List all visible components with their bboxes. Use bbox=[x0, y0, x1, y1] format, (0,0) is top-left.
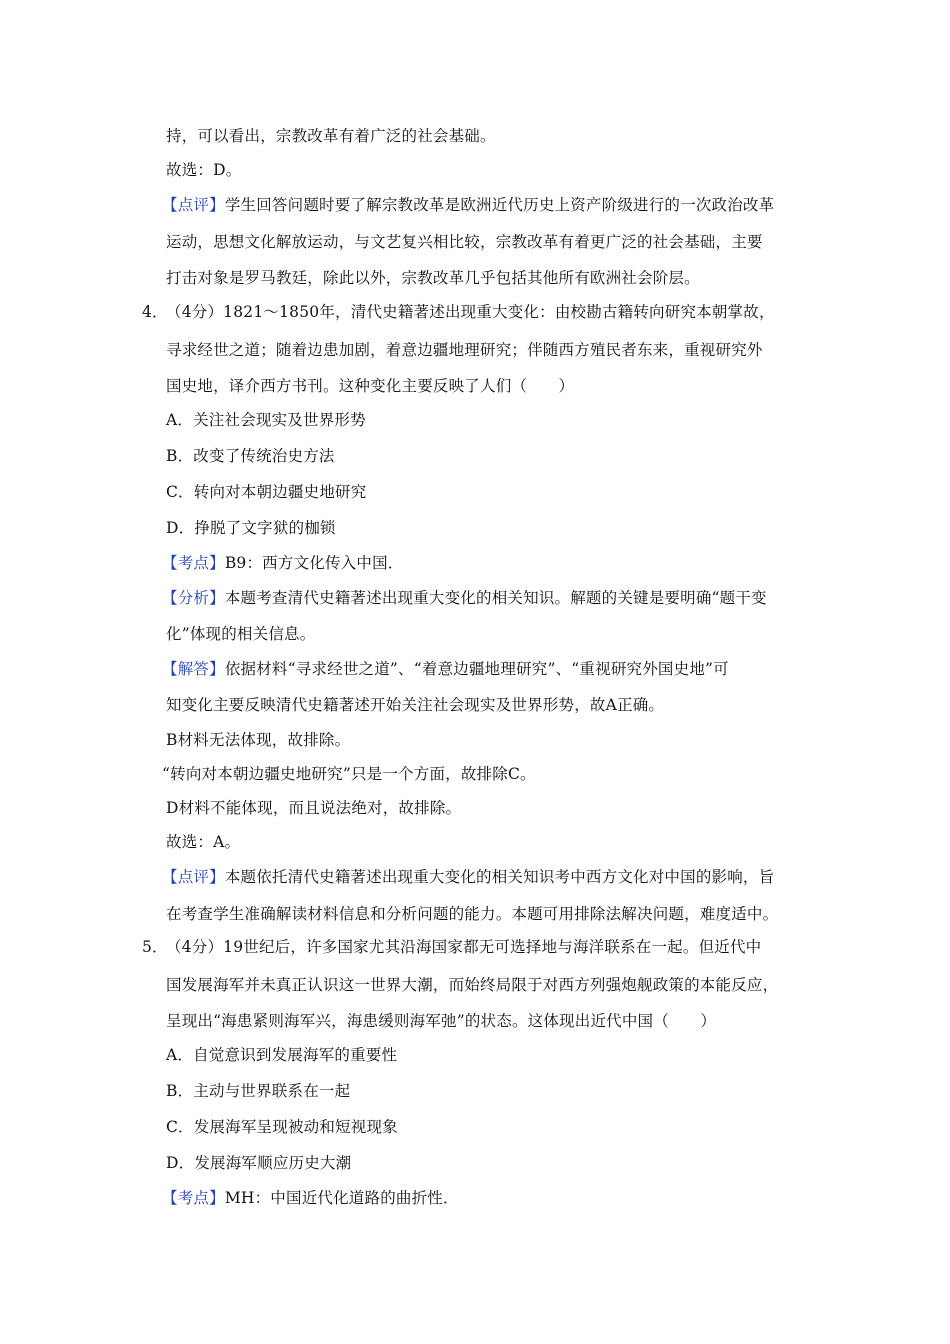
question-number: 5． bbox=[142, 938, 168, 956]
text-line: 打击对象是罗马教廷，除此以外，宗教改革几乎包括其他所有欧洲社会阶层。 bbox=[166, 269, 700, 287]
text-line: 学生回答问题时要了解宗教改革是欧洲近代历史上资产阶级进行的一次政治改革 bbox=[224, 196, 775, 214]
text-line: “转向对本朝边疆史地研究”只是一个方面，故排除C。 bbox=[162, 765, 536, 783]
option-c: C．发展海军呈现被动和短视现象 bbox=[166, 1118, 398, 1136]
text-line: 化”体现的相关信息。 bbox=[166, 625, 316, 643]
kaodian-tag: 【考点】 bbox=[162, 554, 225, 572]
text-line: 持，可以看出，宗教改革有着广泛的社会基础。 bbox=[166, 127, 496, 145]
option-d: D．发展海军顺应历史大潮 bbox=[166, 1154, 352, 1172]
kaodian-text: MH：中国近代化道路的曲折性． bbox=[224, 1189, 459, 1207]
text-line: （4分）19世纪后，许多国家尤其沿海国家都无可选择地与海洋联系在一起。但近代中 bbox=[166, 938, 762, 956]
text-line: 依据材料“寻求经世之道”、“着意边疆地理研究”、“重视研究外国史地”可 bbox=[224, 660, 729, 678]
text-line: 国史地，译介西方书刊。这种变化主要反映了人们（ ） bbox=[166, 377, 575, 395]
text-line: 运动，思想文化解放运动，与文艺复兴相比较，宗教改革有着更广泛的社会基础，主要 bbox=[166, 233, 763, 251]
text-line: 本题依托清代史籍著述出现重大变化的相关知识考中西方文化对中国的影响，旨 bbox=[224, 868, 775, 886]
option-b: B．主动与世界联系在一起 bbox=[166, 1082, 351, 1100]
text-line: 寻求经世之道；随着边患加剧，着意边疆地理研究；伴随西方殖民者东来，重视研究外 bbox=[166, 341, 763, 359]
option-b: B．改变了传统治史方法 bbox=[166, 447, 335, 465]
comment-tag: 【点评】 bbox=[162, 868, 225, 886]
question-4-stem bbox=[142, 302, 775, 322]
answer-line: 故选：A。 bbox=[166, 833, 241, 851]
kaodian-tag: 【考点】 bbox=[162, 1189, 225, 1207]
analysis-tag: 【分析】 bbox=[162, 589, 225, 607]
option-c: C．转向对本朝边疆史地研究 bbox=[166, 483, 367, 501]
question-5-stem bbox=[142, 937, 761, 957]
kaodian-line bbox=[162, 1188, 459, 1208]
text-line: 呈现出“海患紧则海军兴，海患缓则海军弛”的状态。这体现出近代中国（ ） bbox=[166, 1012, 717, 1030]
text-line: B材料无法体现，故排除。 bbox=[166, 731, 351, 749]
option-a: A．自觉意识到发展海军的重要性 bbox=[166, 1046, 398, 1064]
question-number: 4． bbox=[142, 303, 168, 321]
option-a: A．关注社会现实及世界形势 bbox=[166, 411, 366, 429]
text-line: （4分）1821～1850年，清代史籍著述出现重大变化：由校勘古籍转向研究本朝掌故， bbox=[166, 303, 775, 321]
text-line: D材料不能体现，而且说法绝对，故排除。 bbox=[166, 799, 462, 817]
kaodian-text: B9：西方文化传入中国． bbox=[224, 554, 404, 572]
solution-paragraph bbox=[162, 659, 729, 679]
text-line: 知变化主要反映清代史籍著述开始关注社会现实及世界形势，故A正确。 bbox=[166, 696, 665, 714]
solution-tag: 【解答】 bbox=[162, 660, 225, 678]
kaodian-line bbox=[162, 553, 403, 573]
comment-paragraph bbox=[162, 195, 774, 215]
comment-tag: 【点评】 bbox=[162, 196, 225, 214]
text-line: 本题考查清代史籍著述出现重大变化的相关知识。解题的关键是要明确“题干变 bbox=[224, 589, 767, 607]
option-d: D．挣脱了文字狱的枷锁 bbox=[166, 519, 336, 537]
analysis-paragraph bbox=[162, 588, 767, 608]
text-line: 国发展海军并未真正认识这一世界大潮，而始终局限于对西方列强炮舰政策的本能反应， bbox=[166, 976, 779, 994]
answer-line: 故选：D。 bbox=[166, 161, 242, 179]
text-line: 在考查学生准确解读材料信息和分析问题的能力。本题可用排除法解决问题，难度适中。 bbox=[166, 905, 779, 923]
comment-paragraph bbox=[162, 867, 774, 887]
